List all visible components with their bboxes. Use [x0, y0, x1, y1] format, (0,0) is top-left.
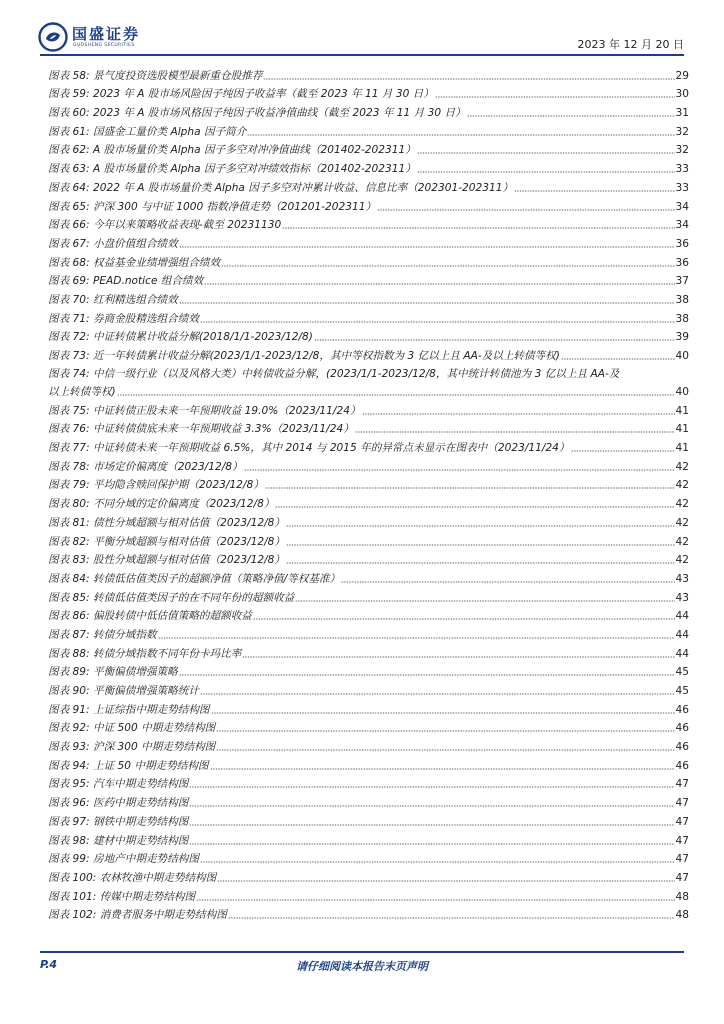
toc-entry-label: 图表 72: 中证转债累计收益分解(2018/1/1-2023/12/8) — [48, 331, 313, 344]
toc-dot-leader — [286, 556, 675, 564]
toc-entry[interactable] — [48, 866, 689, 885]
toc-entry[interactable] — [48, 511, 689, 530]
toc-dot-leader — [117, 388, 675, 396]
toc-entry[interactable] — [48, 455, 689, 474]
toc-dot-leader — [200, 855, 675, 863]
toc-entry-label: 图表 92: 中证 500 中期走势结构图 — [48, 722, 216, 735]
toc-dot-leader — [362, 407, 675, 415]
toc-dot-leader — [275, 500, 674, 508]
toc-entry-page: 34 — [675, 219, 689, 232]
toc-entry-label: 图表 77: 中证转债未来一年预期收益 6.5%，其中 2014 与 2015 年的异常点未显示在图表中（2023/11/24） — [48, 442, 570, 455]
toc-entry-label: 图表 81: 债性分域超额与相对估值（2023/12/8） — [48, 516, 286, 529]
toc-entry-label: 图表 96: 医药中期走势结构图 — [48, 797, 189, 810]
toc-entry[interactable] — [48, 904, 689, 923]
toc-dot-leader — [286, 538, 675, 546]
toc-dot-leader — [210, 762, 675, 770]
logo-subtitle: GUOSHENG SECURITIES — [73, 43, 135, 48]
toc-entry[interactable] — [48, 83, 689, 102]
footer-disclaimer: 请仔细阅读本报告末页声明 — [296, 960, 428, 973]
toc-entry-label: 图表 65: 沪深 300 与中证 1000 指数净值走势（201201-202311） — [48, 200, 377, 213]
toc-entry[interactable] — [48, 623, 689, 642]
toc-dot-leader — [341, 575, 674, 583]
toc-entry-page: 41 — [675, 404, 689, 417]
toc-entry-page: 44 — [675, 628, 689, 641]
toc-dot-leader — [417, 165, 675, 173]
toc-entry-page: 41 — [675, 442, 689, 455]
logo-emblem-icon — [38, 22, 68, 52]
toc-entry-label: 图表 101: 传媒中期走势结构图 — [48, 890, 196, 903]
toc-entry[interactable] — [48, 848, 689, 867]
toc-entry-label: 图表 71: 券商金股精选组合绩效 — [48, 312, 199, 325]
toc-dot-leader — [282, 221, 674, 229]
toc-entry-label: 图表 88: 转债分域指数不同年份卡玛比率 — [48, 647, 242, 660]
toc-entry[interactable] — [48, 586, 689, 605]
toc-entry-page: 33 — [675, 163, 689, 176]
toc-entry-page: 48 — [675, 890, 689, 903]
toc-entry-label: 图表 60: 2023 年 A 股市场风格因子纯因子收益净值曲线（截至 2023 年 11 月 30 日） — [48, 107, 466, 120]
toc-entry-page: 41 — [675, 423, 689, 436]
toc-entry-label: 图表 98: 建材中期走势结构图 — [48, 834, 189, 847]
toc-entry-label: 图表 95: 汽车中期走势结构图 — [48, 778, 189, 791]
toc-entry[interactable] — [48, 326, 689, 345]
toc-dot-leader — [189, 837, 674, 845]
toc-dot-leader — [189, 799, 674, 807]
toc-entry[interactable] — [48, 773, 689, 792]
toc-dot-leader — [295, 594, 674, 602]
toc-entry-label: 图表 61: 国盛金工量价类 Alpha 因子简介 — [48, 125, 247, 138]
toc-entry-page: 47 — [675, 797, 689, 810]
toc-entry-label: 图表 70: 红利精选组合绩效 — [48, 293, 178, 306]
toc-entry-label: 图表 74: 中信一级行业（以及风格大类）中转债收益分解，(2023/1/1-2023/12/8，其中统计转债池为 3 亿以上且 AA-及 — [48, 368, 620, 380]
toc-entry-page: 45 — [675, 666, 689, 679]
toc-entry-page: 44 — [675, 647, 689, 660]
toc-entry-page: 42 — [675, 479, 689, 492]
toc-entry-page: 33 — [675, 181, 689, 194]
toc-entry[interactable] — [48, 399, 689, 418]
toc-entry-label: 图表 86: 偏股转债中低估值策略的超额收益 — [48, 610, 252, 623]
toc-entry[interactable] — [48, 829, 689, 848]
toc-dot-leader — [286, 519, 675, 527]
toc-entry[interactable] — [48, 717, 689, 736]
toc-dot-leader — [217, 874, 674, 882]
toc-entry[interactable] — [48, 549, 689, 568]
toc-entry[interactable] — [48, 791, 689, 810]
toc-entry-page: 29 — [675, 69, 689, 82]
toc-dot-leader — [211, 706, 675, 714]
page-header — [0, 0, 724, 58]
toc-dot-leader — [179, 296, 675, 304]
page-number: P.4 — [40, 958, 58, 971]
toc-entry[interactable] — [48, 232, 689, 251]
toc-entry-page: 42 — [675, 516, 689, 529]
toc-dot-leader — [253, 612, 675, 620]
toc-entry-label: 图表 87: 转债分域指数 — [48, 628, 157, 641]
toc-entry-page: 30 — [675, 88, 689, 101]
toc-entry-label: 图表 76: 中证转债债底未来一年预期收益 3.3%（2023/11/24） — [48, 423, 354, 436]
toc-entry-label: 图表 64: 2022 年 A 股市场量价类 Alpha 因子多空对冲累计收益、信息比率（202301-202311） — [48, 181, 514, 194]
toc-entry[interactable] — [48, 363, 689, 399]
toc-entry[interactable] — [48, 214, 689, 233]
toc-entry-label: 图表 63: A 股市场量价类 Alpha 因子多空对冲绩效指标（201402-202311） — [48, 163, 416, 176]
toc-entry-label: 图表 102: 消费者服务中期走势结构图 — [48, 909, 227, 922]
toc-entry[interactable] — [48, 436, 689, 455]
toc-entry-label: 图表 75: 中证转债正股未来一年预期收益 19.0%（2023/11/24） — [48, 404, 361, 417]
toc-entry-page: 42 — [675, 460, 689, 473]
toc-entry-label: 图表 80: 不同分域的定价偏离度（2023/12/8） — [48, 498, 275, 511]
toc-entry-page: 34 — [675, 200, 689, 213]
toc-entry-page: 32 — [675, 144, 689, 157]
toc-dot-leader — [196, 893, 674, 901]
toc-entry[interactable] — [48, 735, 689, 754]
toc-entry-label: 图表 69: PEAD.notice 组合绩效 — [48, 275, 204, 288]
toc-entry[interactable] — [48, 530, 689, 549]
toc-entry-label: 图表 59: 2023 年 A 股市场风险因子纯因子收益率（截至 2023 年 11 月 30 日） — [48, 88, 434, 101]
toc-entry-page: 42 — [675, 554, 689, 567]
toc-entry-page: 36 — [675, 256, 689, 269]
toc-dot-leader — [158, 631, 675, 639]
toc-entry-label: 图表 99: 房地产中期走势结构图 — [48, 853, 199, 866]
toc-entry-page: 32 — [675, 125, 689, 138]
toc-entry-label-continued: 以上转债等权) — [48, 386, 116, 398]
toc-dot-leader — [571, 444, 675, 452]
toc-dot-leader — [514, 184, 674, 192]
toc-entry[interactable] — [48, 679, 689, 698]
toc-entry-label: 图表 67: 小盘价值组合绩效 — [48, 237, 178, 250]
toc-entry-label: 图表 78: 市场定价偏离度（2023/12/8） — [48, 460, 243, 473]
toc-entry-label: 图表 91: 上证综指中期走势结构图 — [48, 703, 210, 716]
toc-entry-page: 47 — [675, 815, 689, 828]
toc-entry-label: 图表 89: 平衡偏债增强策略 — [48, 666, 178, 679]
toc-entry[interactable] — [48, 139, 689, 158]
toc-entry[interactable] — [48, 642, 689, 661]
toc-entry-label: 图表 90: 平衡偏债增强策略统计 — [48, 685, 199, 697]
toc-dot-leader — [435, 90, 675, 98]
toc-entry[interactable] — [48, 344, 689, 363]
toc-entry-label: 图表 73: 近一年转债累计收益分解(2023/1/1-2023/12/8，其中等权指数为 3 亿以上且 AA-及以上转债等权) — [48, 350, 560, 362]
company-logo — [38, 22, 188, 52]
toc-dot-leader — [377, 203, 674, 211]
toc-entry-page: 46 — [675, 703, 689, 716]
toc-entry-label: 图表 62: A 股市场量价类 Alpha 因子多空对冲净值曲线（201402-202311） — [48, 144, 416, 157]
toc-entry-page: 31 — [675, 107, 689, 120]
toc-entry[interactable] — [48, 661, 689, 680]
toc-entry-page: 44 — [675, 610, 689, 623]
toc-entry-page: 47 — [675, 778, 689, 791]
toc-dot-leader — [228, 911, 675, 919]
toc-dot-leader — [263, 72, 674, 80]
toc-entry-label: 图表 79: 平均隐含赎回保护期（2023/12/8） — [48, 479, 264, 492]
toc-entry-label: 图表 83: 股性分域超额与相对估值（2023/12/8） — [48, 554, 286, 567]
toc-entry[interactable] — [48, 101, 689, 120]
toc-entry-page: 47 — [675, 834, 689, 847]
toc-entry-page: 39 — [675, 331, 689, 344]
toc-dot-leader — [244, 463, 675, 471]
report-date: 2023 年 12 月 20 日 — [577, 38, 684, 51]
toc-entry-label: 图表 85: 转债低估值类因子的在不同年份的超额收益 — [48, 591, 295, 604]
toc-dot-leader — [189, 818, 674, 826]
toc-entry-label: 图表 58: 景气度投资选股模型最新重仓股推荐 — [48, 69, 263, 82]
toc-entry-page: 40 — [675, 350, 689, 362]
toc-entry-label: 图表 97: 钢铁中期走势结构图 — [48, 815, 189, 828]
toc-entry[interactable] — [48, 605, 689, 624]
toc-entry[interactable] — [48, 492, 689, 511]
toc-entry-label: 图表 68: 权益基金业绩增强组合绩效 — [48, 256, 221, 269]
toc-entry-page: 48 — [675, 909, 689, 922]
toc-entry[interactable] — [48, 157, 689, 176]
toc-dot-leader — [247, 128, 674, 136]
toc-entry-page: 38 — [675, 312, 689, 325]
toc-entry[interactable] — [48, 64, 689, 83]
toc-entry-page: 46 — [675, 759, 689, 772]
toc-entry-page: 46 — [675, 741, 689, 754]
toc-entry[interactable] — [48, 567, 689, 586]
toc-entry[interactable] — [48, 120, 689, 139]
toc-entry-label: 图表 93: 沪深 300 中期走势结构图 — [48, 741, 216, 754]
toc-dot-leader — [200, 687, 675, 695]
toc-entry-label: 图表 94: 上证 50 中期走势结构图 — [48, 759, 209, 772]
toc-entry-page: 47 — [675, 853, 689, 866]
header-divider — [40, 54, 684, 56]
toc-entry-page: 42 — [675, 498, 689, 511]
toc-dot-leader — [189, 780, 674, 788]
toc-entry-label: 图表 66: 今年以来策略收益表现-截至 20231130 — [48, 219, 282, 232]
toc-entry[interactable] — [48, 698, 689, 717]
toc-entry-page: 46 — [675, 722, 689, 735]
toc-dot-leader — [216, 743, 674, 751]
toc-entry[interactable] — [48, 418, 689, 437]
toc-entry-page: 37 — [675, 275, 689, 288]
toc-entry-page: 42 — [675, 535, 689, 548]
toc-entry[interactable] — [48, 474, 689, 493]
toc-entry[interactable] — [48, 288, 689, 307]
toc-dot-leader — [216, 724, 674, 732]
toc-dot-leader — [242, 650, 674, 658]
toc-entry[interactable] — [48, 885, 689, 904]
toc-entry[interactable] — [48, 754, 689, 773]
toc-dot-leader — [467, 109, 675, 117]
toc-dot-leader — [221, 259, 674, 267]
toc-entry[interactable] — [48, 307, 689, 326]
toc-dot-leader — [179, 668, 675, 676]
toc-dot-leader — [561, 352, 675, 360]
toc-entry[interactable] — [48, 195, 689, 214]
toc-dot-leader — [204, 277, 674, 285]
toc-entry-label: 图表 100: 农林牧渔中期走势结构图 — [48, 871, 217, 884]
toc-entry-page: 38 — [675, 293, 689, 306]
footer-divider — [40, 951, 684, 953]
toc-entry[interactable] — [48, 270, 689, 289]
toc-entry[interactable] — [48, 251, 689, 270]
toc-dot-leader — [179, 240, 675, 248]
toc-entry-page: 47 — [675, 871, 689, 884]
toc-entry-page: 43 — [675, 572, 689, 585]
toc-dot-leader — [200, 315, 675, 323]
toc-entry-label: 图表 84: 转债低估值类因子的超额净值（策略净值/等权基准） — [48, 572, 341, 585]
toc-entry-page: 40 — [675, 386, 689, 398]
toc-dot-leader — [314, 333, 675, 341]
toc-entry-page: 45 — [675, 685, 689, 697]
table-of-figures — [48, 64, 689, 922]
toc-dot-leader — [265, 481, 675, 489]
toc-dot-leader — [355, 425, 675, 433]
toc-entry[interactable] — [48, 176, 689, 195]
toc-entry-page: 43 — [675, 591, 689, 604]
toc-entry-label: 图表 82: 平衡分域超额与相对估值（2023/12/8） — [48, 535, 286, 548]
logo-title: 国盛证券 — [72, 25, 141, 43]
toc-entry[interactable] — [48, 810, 689, 829]
toc-dot-leader — [417, 146, 675, 154]
toc-entry-page: 36 — [675, 237, 689, 250]
